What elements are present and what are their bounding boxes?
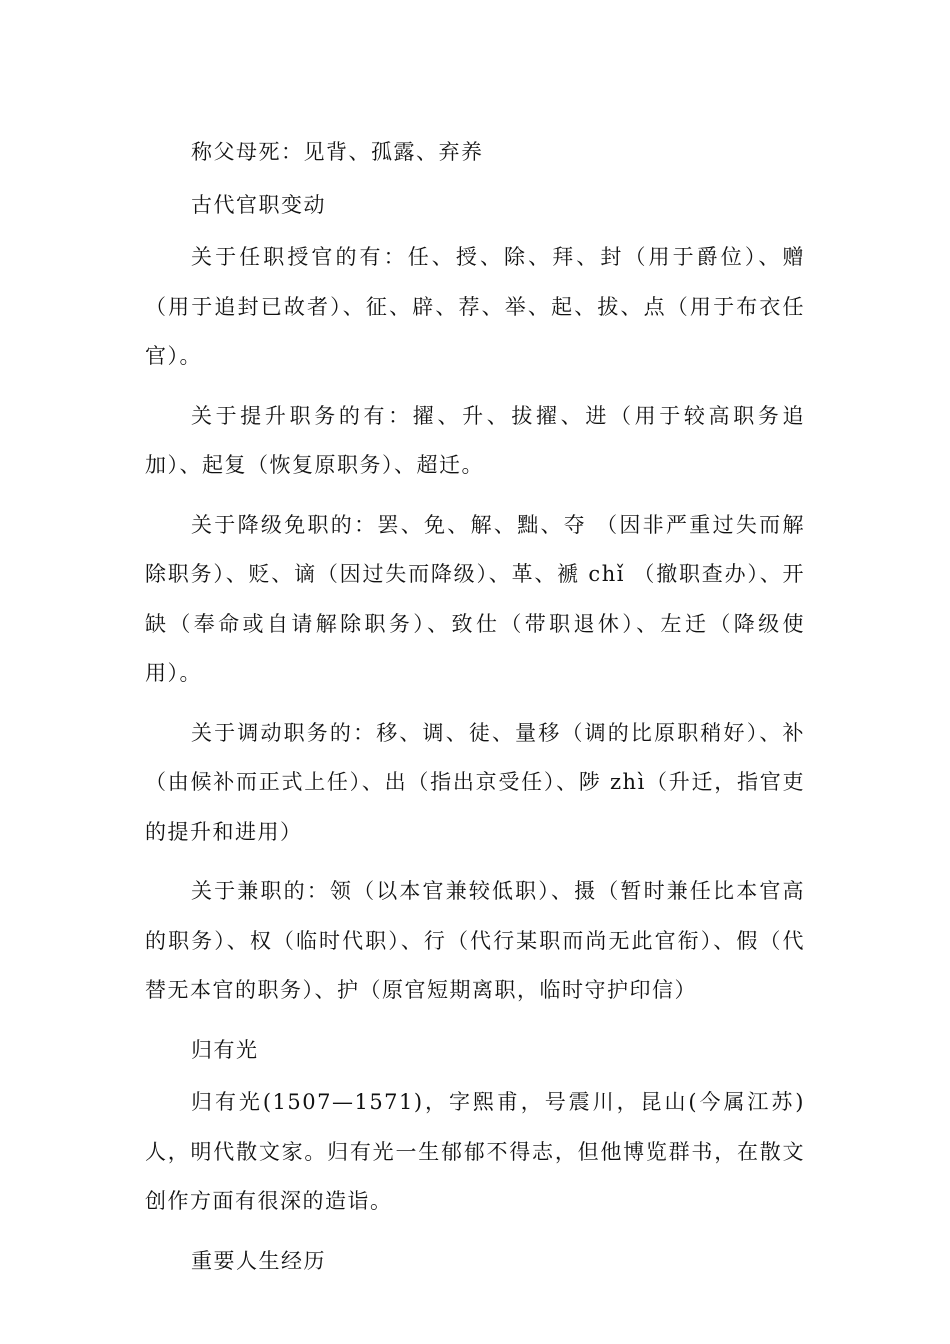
heading-life-experience: 重要人生经历 [191, 1248, 326, 1273]
paragraph-parents-death: 称父母死：见背、孤露、弃养 [191, 140, 484, 164]
paragraph-transfer: 关于调动职务的：移、调、徒、量移（调的比原职稍好）、补（由候补而正式上任）、出（指出京受任）、陟 zhì（升迁，指官吏的提升和进用） [145, 720, 805, 844]
paragraph-promotion: 关于提升职务的有：擢、升、拔擢、进（用于较高职务追加）、起复（恢复原职务）、超迁。 [145, 403, 805, 477]
paragraph-gui-youguang-bio: 归有光(1507—1571)，字熙甫，号震川，昆山(今属江苏)人，明代散文家。归有光一生郁郁不得志，但他博览群书，在散文创作方面有很深的造诣。 [145, 1090, 805, 1213]
paragraph-appointment: 关于任职授官的有：任、授、除、拜、封（用于爵位）、赠（用于追封已故者）、征、辟、荐、举、起、拔、点（用于布衣任官）。 [145, 245, 805, 368]
document-body [145, 128, 805, 1289]
heading-gui-youguang: 归有光 [191, 1037, 259, 1062]
paragraph-demotion: 关于降级免职的：罢、免、解、黜、夺 （因非严重过失而解除职务）、贬、谪（因过失而降级）、革、褫 chǐ （撤职查办）、开缺（奉命或自请解除职务）、致仕（带职退休）、左迁（降级使用）。 [145, 512, 805, 685]
paragraph-concurrent-post: 关于兼职的：领（以本官兼较低职）、摄（暂时兼任比本官高的职务）、权（临时代职）、行（代行某职而尚无此官衔）、假（代替无本官的职务）、护（原官短期离职，临时守护印信） [145, 879, 805, 1002]
heading-official-changes: 古代官职变动 [191, 192, 326, 217]
